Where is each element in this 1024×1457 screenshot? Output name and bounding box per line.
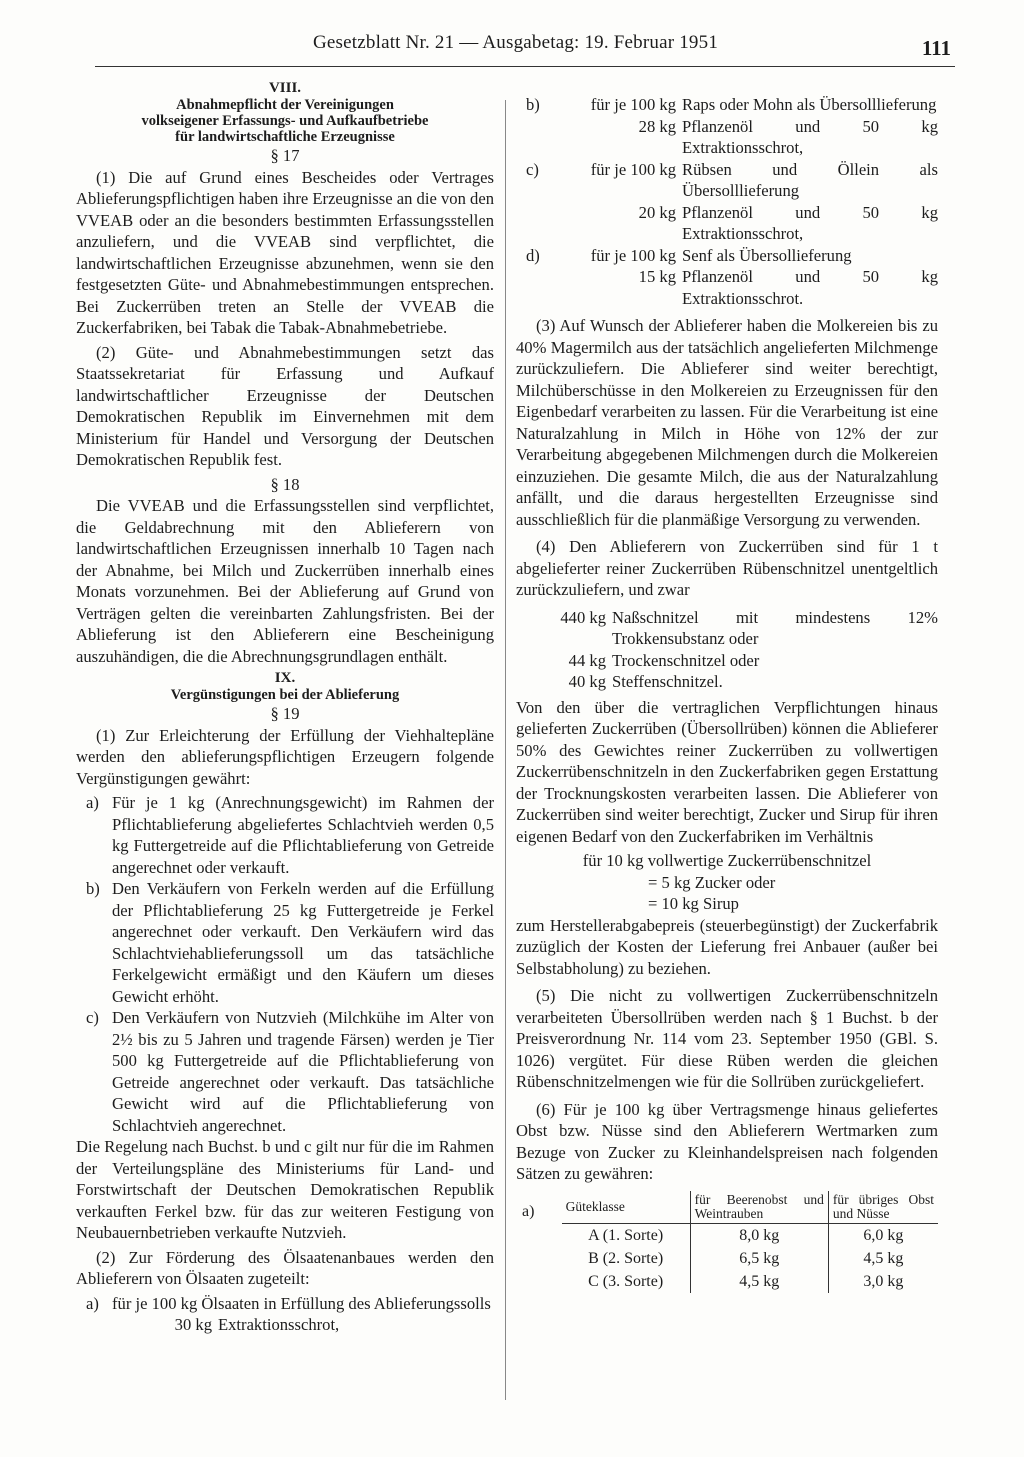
table-header-cell: für übriges Obst und Nüsse	[828, 1191, 938, 1224]
page-number: 111	[921, 36, 951, 60]
amount: 440 kg	[560, 607, 606, 627]
list-item	[516, 245, 938, 310]
section-title-line: Abnahmepflicht der Vereinigungen	[176, 97, 394, 113]
table-cell: 6,5 kg	[690, 1247, 828, 1270]
amount: 20 kg	[638, 202, 676, 222]
paragraph-text: zum Herstellerabgabepreis (steuerbegünstigt) der Zuckerfabrik zuzüglich der Kosten der Lieferung frei Anbauer (außer bei Selbstabholung) zu beziehen.	[516, 915, 938, 978]
section-number: IX.	[274, 670, 296, 686]
amount: 15 kg	[638, 267, 676, 286]
amount: 44 kg	[568, 650, 606, 670]
paragraph-heading: § 19	[270, 704, 300, 723]
table-header-cell: Güteklasse	[562, 1191, 691, 1224]
list-marker: c)	[526, 159, 539, 179]
table-cell: 6,0 kg	[828, 1223, 938, 1247]
paragraph-text: (6) Für je 100 kg über Vertragsmenge hinaus geliefertes Obst bzw. Nüsse sind den Ablieferern Wertmarken zum Bezuge von Zucker zu Kleinhandelspreisen nach folgenden Sätzen zu gewähren:	[516, 1099, 938, 1183]
table-cell: 3,0 kg	[828, 1270, 938, 1293]
list-marker: b)	[86, 879, 100, 898]
amount-text: Senf als Übersollieferung	[682, 245, 852, 265]
amount-row	[516, 671, 938, 693]
header-title: Gesetzblatt Nr. 21 — Ausgabetag: 19. Februar 1951	[313, 32, 719, 53]
amount-row	[516, 607, 938, 650]
amount: 30 kg	[174, 1315, 212, 1334]
section-title-line: volkseigener Erfassungs- und Aufkaufbetriebe	[141, 113, 429, 129]
list-item	[76, 1293, 494, 1315]
paragraph-text: (1) Die auf Grund eines Bescheides oder Vertrages Ablieferungspflichtigen haben ihre Erzeugnisse an die von den VVEAB oder an die besonders bestimmten Erfassungsstellen anzuliefern, und die VVEAB sind verpflichtet, die landwirtschaftlichen Erzeugnisse abzunehmen, wenn sie den festgesetzten Güte- und Abnahmebestimmungen entsprechen. Bei Zuckerrüben treten an Stelle der VVEAB die Zuckerfabriken, bei Tabak die Tabak-Abnahmebetriebe.	[76, 167, 494, 337]
table-row	[562, 1223, 938, 1247]
amount-text: Extraktionsschrot,	[218, 1315, 340, 1334]
table-marker: a)	[522, 1202, 535, 1220]
equation-line: für 10 kg vollwertige Zuckerrübenschnitzel	[582, 851, 872, 870]
amount-row	[516, 650, 938, 672]
amount: für je 100 kg	[590, 245, 676, 265]
table-cell: A (1. Sorte)	[588, 1226, 664, 1244]
equation-line: = 10 kg Sirup	[648, 894, 739, 913]
page-header	[95, 26, 955, 67]
list-marker: d)	[526, 245, 540, 265]
list-item-text: Für je 1 kg (Anrechnungsgewicht) im Rahmen der Pflichtablieferung abgeliefertes Schlachtvieh werden 0,5 kg Futtergetreide auf die Pflichtablieferung von Getreide angerechnet oder verkauft.	[112, 793, 494, 877]
column-divider	[505, 100, 506, 1400]
list-item-text: Den Verkäufern von Ferkeln werden auf die Erfüllung der Pflichtablieferung 25 kg Futtergetreide je Ferkel angerechnet oder verkauft. Den Verkäufern wird das Schlachtviehablieferungssoll um das tatsächliche Ferkelgewicht ermäßigt und den Käufern um dieses Gewicht erhöht.	[112, 879, 494, 1006]
table-cell: 4,5 kg	[690, 1270, 828, 1293]
amount: 40 kg	[568, 672, 606, 691]
paragraph-text: (4) Den Ablieferern von Zuckerrüben sind für 1 t abgelieferter reiner Zuckerrüben Rübenschnitzel unentgeltlich zurückzuliefern, und zwar	[516, 537, 938, 599]
paragraph-heading: § 18	[270, 474, 300, 494]
amount-text: Naßschnitzel mit mindestens 12% Trokkensubstanz oder	[612, 607, 938, 648]
section-number: VIII.	[268, 80, 302, 96]
table-header-row	[562, 1191, 938, 1224]
amount-text: Rübsen und Öllein als Übersolllieferung	[682, 159, 938, 200]
list-marker: a)	[86, 793, 99, 812]
amount-text: Pflanzenöl und 50 kg Extraktionsschrot,	[682, 202, 938, 243]
table-cell: 8,0 kg	[690, 1223, 828, 1247]
sugar-rate-table	[562, 1191, 938, 1293]
amount: für je 100 kg	[590, 95, 676, 114]
right-column	[516, 94, 938, 1293]
paragraph-text: Die VVEAB und die Erfassungsstellen sind verpflichtet, die Geldabrechnung mit den Ablieferern von landwirtschaftlichen Erzeugnissen innerhalb 10 Tagen nach der Abnahme, bei Milch und Zuckerrüben innerhalb eines Monats vorzunehmen. Bei der Ablieferung auf Grund von Verträgen gelten die vereinbarten Zahlungsfristen. Bei der Ablieferung ist den Ablieferern eine Bescheinigung auszuhändigen, die die Abrechnungsgrundlagen enthält.	[76, 496, 494, 666]
list-marker: a)	[86, 1293, 99, 1313]
amount-text: Raps oder Mohn als Übersolllieferung	[682, 95, 937, 114]
table-row	[562, 1247, 938, 1270]
amount-text: Trockenschnitzel oder	[612, 650, 760, 670]
list-item	[76, 878, 494, 1007]
paragraph-text: (3) Auf Wunsch der Ablieferer haben die Molkereien bis zu 40% Magermilch aus der tatsächlich angelieferten Milchmenge zurückzuliefern. Die Ablieferer sind weiter berechtigt, Milchüberschüsse in den Molkereien zu Erzeugnissen für den Eigenbedarf verarbeiten zu lassen. Für die Verarbeitung ist eine Naturalzahlung in Milch in Höhe von 12% der zur Verarbeitung abgegebenen Milchmengen durch die Molkereien einzuziehen. Die gesamte Milch, die aus der Naturalzahlung anfällt, und die daraus hergestellten Erzeugnisse sind ausschließlich für die planmäßige Versorgung zu verwenden.	[516, 316, 938, 529]
table-header-cell: für Beerenobst und Weintrauben	[690, 1191, 828, 1224]
paragraph-text: (5) Die nicht zu vollwertigen Zuckerrübenschnitzeln verarbeiteten Übersollrüben werden nach § 1 Buchst. b der Preisverordnung Nr. 114 vom 23. September 1950 (GBl. S. 1026) vergütet. Für diese Rüben werden die gleichen Rübenschnitzelmengen wie für die Sollrüben zurückgeliefert.	[516, 986, 938, 1091]
amount-text: Pflanzenöl und 50 kg Extraktionsschrot.	[682, 267, 938, 308]
table-row	[562, 1270, 938, 1293]
paragraph-text: Die Regelung nach Buchst. b und c gilt nur für die im Rahmen der Verteilungspläne des Ministeriums für Land- und Forstwirtschaft der Deutschen Demokratischen Republik verkauften Ferkel bzw. für das zur weiteren Festigung von Neubauernbetrieben verkaufte Nutzvieh.	[76, 1137, 494, 1242]
list-item-text: für je 100 kg Ölsaaten in Erfüllung des Ablieferungssolls	[112, 1293, 491, 1313]
paragraph-text: (2) Güte- und Abnahmebestimmungen setzt das Staatssekretariat für Erfassung und Aufkauf landwirtschaftlicher Erzeugnisse der Deutschen Demokratischen Republik im Einvernehmen mit dem Ministerium für Handel und Versorgung der Deutschen Demokratischen Republik fest.	[76, 342, 494, 469]
equation-line: = 5 kg Zucker oder	[648, 872, 776, 892]
table-cell: C (3. Sorte)	[588, 1272, 664, 1290]
list-item	[76, 792, 494, 878]
left-column	[76, 80, 494, 1336]
list-item	[516, 94, 938, 159]
list-item-text: Den Verkäufern von Nutzvieh (Milchkühe im Alter von 2½ bis zu 5 Jahren und tragende Färsen) werden je Tier 500 kg Futtergetreide auf die Pflichtablieferung von Getreide angerechnet oder verkauft. Das tatsächliche Gewicht wird auf die Pflichtablieferung von Schlachtvieh angerechnet.	[112, 1008, 494, 1135]
amount-text: Steffenschnitzel.	[612, 672, 723, 691]
section-title-line: für landwirtschaftliche Erzeugnisse	[175, 129, 395, 145]
table-cell: B (2. Sorte)	[588, 1249, 664, 1267]
amount-text: Pflanzenöl und 50 kg Extraktionsschrot,	[682, 116, 938, 157]
sugar-table	[516, 1191, 938, 1293]
amount: 28 kg	[638, 116, 676, 136]
list-item	[76, 1007, 494, 1136]
paragraph-text: (2) Zur Förderung des Ölsaatenanbaues werden den Ablieferern von Ölsaaten zugeteilt:	[76, 1247, 494, 1288]
section-title: Vergünstigungen bei der Ablieferung	[170, 687, 400, 703]
list-marker: b)	[526, 95, 540, 114]
paragraph-text: Von den über die vertraglichen Verpflichtungen hinaus gelieferten Zuckerrüben (Übersollrüben) können die Ablieferer 50% des Gewichtes reiner Zuckerrüben zu vollwertigen Zuckerrübenschnitzeln in den Zuckerfabriken gegen Erstattung der Trocknungskosten verarbeiten lassen. Die Ablieferer von Zuckerrüben sind weiter berechtigt, Zucker und Sirup für ihren eigenen Bedarf von den Zuckerfabriken im Verhältnis	[516, 697, 938, 846]
list-item	[516, 159, 938, 245]
list-marker: c)	[86, 1008, 99, 1027]
amount-row	[76, 1314, 494, 1336]
amount: für je 100 kg	[590, 159, 676, 179]
paragraph-heading: § 17	[270, 146, 300, 165]
table-cell: 4,5 kg	[828, 1247, 938, 1270]
paragraph-text: (1) Zur Erleichterung der Erfüllung der Viehhaltepläne werden den ablieferungspflichtigen Erzeugern folgende Vergünstigungen gewährt:	[76, 725, 494, 788]
